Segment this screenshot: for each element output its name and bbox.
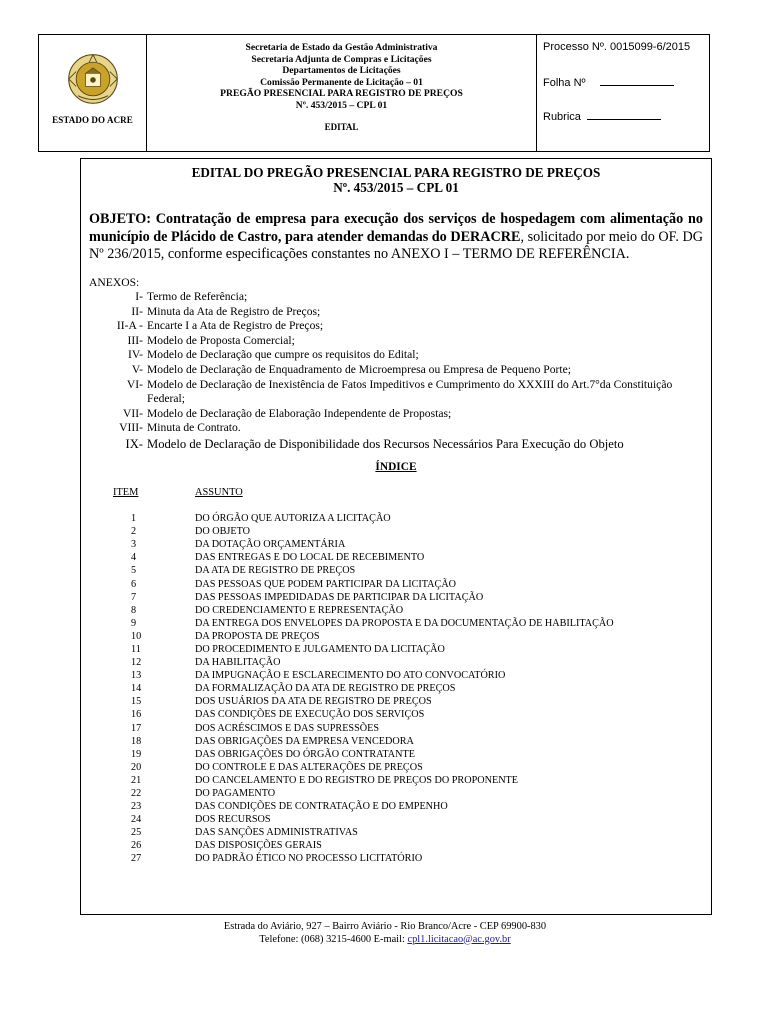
indice-row: [89, 826, 703, 839]
indice-item-number: 5: [131, 565, 137, 577]
anexo-number: VII-: [123, 406, 143, 420]
edital-body: [80, 158, 712, 915]
indice-item-number: 20: [131, 761, 142, 773]
indice-item-number: 3: [131, 539, 137, 551]
header-line: Secretaria Adjunta de Compras e Licitações: [251, 53, 432, 65]
indice-item-number: 15: [131, 696, 142, 708]
indice-list: [89, 512, 703, 866]
indice-item-subject: DAS OBRIGAÇÕES DO ÓRGÃO CONTRATANTE: [195, 748, 415, 760]
indice-item-number: 18: [131, 735, 142, 747]
footer-address: Estrada do Aviário, 927 – Bairro Aviário - Rio Branco/Acre - CEP 69900-830: [223, 921, 547, 932]
indice-row: [89, 682, 703, 695]
indice-row: [89, 604, 703, 617]
anexo-text: Modelo de Declaração de Inexistência de Fatos Impeditivos e Cumprimento do XXXIII do Art.7°da Constituição Federal;: [147, 377, 673, 406]
rubrica-label: Rubrica: [543, 111, 581, 123]
indice-row: [89, 735, 703, 748]
header-line: Departamentos de Licitações: [282, 65, 401, 77]
indice-item-subject: DO ÓRGÃO QUE AUTORIZA A LICITAÇÃO: [195, 513, 391, 525]
indice-item-subject: DO CONTROLE E DAS ALTERAÇÕES DE PREÇOS: [195, 761, 423, 773]
indice-row: [89, 839, 703, 852]
anexo-text: Modelo de Declaração de Enquadramento de Microempresa ou Empresa de Pequeno Porte;: [147, 363, 571, 377]
indice-title: ÍNDICE: [375, 461, 417, 474]
indice-item-subject: DAS CONDIÇÕES DE CONTRATAÇÃO E DO EMPENHO: [195, 801, 448, 813]
footer-email-link[interactable]: cpl1.licitacao@ac.gov.br: [407, 933, 511, 945]
anexos-section: [89, 276, 703, 453]
indice-item-number: 1: [131, 513, 137, 525]
state-label: ESTADO DO ACRE: [52, 115, 133, 125]
indice-row: [89, 617, 703, 630]
indice-item-number: 10: [131, 630, 142, 642]
indice-row: [89, 787, 703, 800]
anexo-number: VI-: [126, 377, 143, 391]
anexo-text: Modelo de Declaração de Elaboração Independente de Propostas;: [147, 406, 452, 420]
indice-row: [89, 564, 703, 577]
indice-row: [89, 800, 703, 813]
rubrica-field: [543, 111, 709, 145]
header-line: Comissão Permanente de Licitação – 01: [260, 76, 423, 88]
anexo-text: Modelo de Declaração de Disponibilidade dos Recursos Necessários Para Execução do Objeto: [147, 437, 624, 452]
indice-item-subject: DOS ACRÉSCIMOS E DAS SUPRESSÕES: [195, 722, 379, 734]
indice-header: [89, 487, 703, 498]
indice-item-subject: DAS ENTREGAS E DO LOCAL DE RECEBIMENTO: [195, 552, 425, 564]
indice-item-number: 26: [131, 840, 142, 852]
anexo-number: II-: [131, 304, 143, 318]
indice-row: [89, 669, 703, 682]
indice-row: [89, 722, 703, 735]
indice-item-number: 6: [131, 578, 137, 590]
indice-item-subject: DAS CONDIÇÕES DE EXECUÇÃO DOS SERVIÇOS: [195, 709, 425, 721]
indice-item-subject: DA ENTREGA DOS ENVELOPES DA PROPOSTA E DA DOCUMENTAÇÃO DE HABILITAÇÃO: [195, 617, 614, 629]
anexo-text: Encarte I a Ata de Registro de Preços;: [147, 319, 324, 333]
folha-blank-line: [600, 77, 674, 86]
edital-title: [89, 165, 703, 195]
header-line: PREGÃO PRESENCIAL PARA REGISTRO DE PREÇOS: [220, 88, 463, 100]
anexo-text: Minuta de Contrato.: [147, 421, 241, 435]
anexo-text: Modelo de Declaração que cumpre os requisitos do Edital;: [147, 348, 419, 362]
anexo-number: IX-: [125, 437, 143, 452]
edital-title-line2: Nº. 453/2015 – CPL 01: [333, 180, 459, 195]
page-footer: [0, 921, 770, 946]
indice-row: [89, 774, 703, 787]
state-seal-icon: [65, 51, 121, 107]
header-process-cell: [537, 35, 709, 151]
indice-item-number: 19: [131, 748, 142, 760]
edital-title-line1: EDITAL DO PREGÃO PRESENCIAL PARA REGISTRO DE PREÇOS: [191, 165, 601, 180]
anexo-number: VIII-: [119, 421, 143, 435]
indice-item-number: 8: [131, 604, 137, 616]
anexo-item: [89, 407, 703, 422]
anexo-item: [89, 334, 703, 349]
indice-item-subject: DO OBJETO: [195, 526, 250, 538]
anexo-number: II-A -: [116, 319, 143, 333]
anexo-item: [89, 363, 703, 378]
indice-item-subject: DA ATA DE REGISTRO DE PREÇOS: [195, 565, 356, 577]
indice-item-subject: DOS USUÁRIOS DA ATA DE REGISTRO DE PREÇOS: [195, 696, 432, 708]
indice-item-number: 4: [131, 552, 137, 564]
indice-item-number: 9: [131, 617, 137, 629]
anexo-item: [89, 378, 703, 407]
header-edital-word: EDITAL: [324, 121, 359, 132]
indice-item-number: 7: [131, 591, 137, 603]
indice-item-subject: DA DOTAÇÃO ORÇAMENTÁRIA: [195, 539, 346, 551]
anexo-number: V-: [131, 363, 143, 377]
indice-item-subject: DA FORMALIZAÇÃO DA ATA DE REGISTRO DE PREÇOS: [195, 683, 456, 695]
indice-row: [89, 591, 703, 604]
objeto-bold: OBJETO: Contratação de empresa para execução dos serviços de hospedagem com alimentação no município de Plácido de Castro, para atender demandas do DERACRE: [89, 211, 703, 245]
indice-item-subject: DAS SANÇÕES ADMINISTRATIVAS: [195, 827, 358, 839]
document-header: [38, 34, 710, 152]
anexos-label: ANEXOS:: [89, 275, 140, 289]
indice-item-number: 14: [131, 683, 142, 695]
process-number: Processo Nº. 0015099-6/2015: [543, 41, 691, 53]
anexo-number: I-: [135, 290, 143, 304]
indice-item-subject: DA PROPOSTA DE PREÇOS: [195, 630, 320, 642]
anexo-item: [89, 319, 703, 334]
indice-item-subject: DAS PESSOAS QUE PODEM PARTICIPAR DA LICITAÇÃO: [195, 578, 457, 590]
header-line: Nº. 453/2015 – CPL 01: [295, 99, 388, 111]
folha-field: [543, 75, 709, 111]
footer-contact: [0, 934, 770, 947]
anexo-text: Termo de Referência;: [147, 290, 248, 304]
anexo-text: Minuta da Ata de Registro de Preços;: [147, 304, 321, 318]
indice-row: [89, 538, 703, 551]
indice-row: [89, 643, 703, 656]
indice-item-subject: DA HABILITAÇÃO: [195, 657, 281, 669]
anexo-item: [89, 290, 703, 305]
anexo-text: Modelo de Proposta Comercial;: [147, 333, 295, 347]
footer-phone: Telefone: (068) 3215-4600 E-mail:: [259, 933, 405, 945]
indice-item-subject: DA IMPUGNAÇÃO E ESCLARECIMENTO DO ATO CONVOCATÓRIO: [195, 670, 506, 682]
indice-row: [89, 525, 703, 538]
indice-item-subject: DAS OBRIGAÇÕES DA EMPRESA VENCEDORA: [195, 735, 414, 747]
indice-item-number: 2: [131, 526, 137, 538]
indice-item-subject: DO CANCELAMENTO E DO REGISTRO DE PREÇOS DO PROPONENTE: [195, 774, 518, 786]
indice-item-subject: DO PROCEDIMENTO E JULGAMENTO DA LICITAÇÃO: [195, 643, 445, 655]
indice-item-number: 24: [131, 814, 142, 826]
indice-item-number: 17: [131, 722, 142, 734]
indice-row: [89, 813, 703, 826]
anexo-item: [89, 436, 703, 452]
anexo-item: [89, 348, 703, 363]
indice-row: [89, 748, 703, 761]
rubrica-blank-line: [587, 111, 661, 120]
indice-item-subject: DO PAGAMENTO: [195, 788, 276, 799]
indice-item-number: 13: [131, 670, 142, 682]
indice-item-number: 22: [131, 788, 142, 799]
indice-row: [89, 578, 703, 591]
indice-item-number: 27: [131, 853, 142, 865]
indice-item-number: 21: [131, 774, 142, 786]
indice-item-subject: DO PADRÃO ÉTICO NO PROCESSO LICITATÓRIO: [195, 853, 423, 865]
indice-row: [89, 630, 703, 643]
anexo-number: IV-: [127, 348, 143, 362]
indice-row: [89, 852, 703, 865]
indice-row: [89, 512, 703, 525]
col-item: ITEM: [113, 487, 139, 499]
anexo-item: [89, 305, 703, 320]
indice-item-number: 12: [131, 657, 142, 669]
indice-row: [89, 656, 703, 669]
header-agency-cell: [147, 35, 537, 151]
indice-item-subject: DAS DISPOSIÇÕES GERAIS: [195, 840, 322, 852]
indice-row: [89, 695, 703, 708]
indice-item-number: 11: [131, 643, 141, 655]
indice-item-number: 25: [131, 827, 142, 839]
indice-item-subject: DOS RECURSOS: [195, 814, 271, 826]
indice-item-subject: DO CREDENCIAMENTO E REPRESENTAÇÃO: [195, 604, 404, 616]
folha-label: Folha Nº: [543, 77, 586, 89]
indice-item-subject: DAS PESSOAS IMPEDIDADAS DE PARTICIPAR DA LICITAÇÃO: [195, 591, 484, 603]
anexo-item: [89, 421, 703, 436]
col-assunto: ASSUNTO: [195, 487, 243, 499]
indice-row: [89, 708, 703, 721]
anexos-list: [89, 290, 703, 452]
header-line: Secretaria de Estado da Gestão Administrativa: [245, 42, 438, 53]
objeto-rest: , solicitado por meio do OF. DG Nº 236/2015, conforme especificações constantes no ANEXO I – TERMO DE REFERÊNCIA.: [89, 228, 704, 262]
header-logo-cell: [39, 35, 147, 151]
indice-item-number: 23: [131, 801, 142, 813]
indice-row: [89, 551, 703, 564]
indice-row: [89, 761, 703, 774]
anexo-number: III-: [127, 333, 143, 347]
objeto-paragraph: [89, 211, 703, 264]
indice-item-number: 16: [131, 709, 142, 721]
